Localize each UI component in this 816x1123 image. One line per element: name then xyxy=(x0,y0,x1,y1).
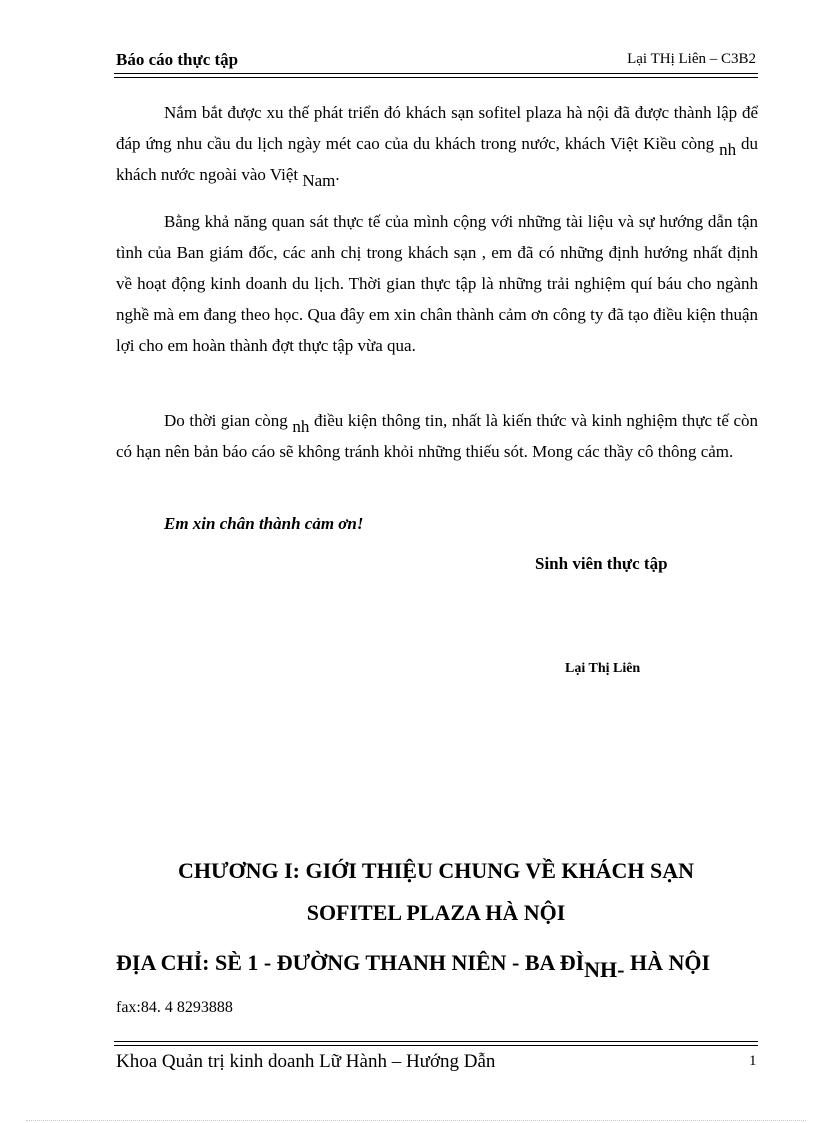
paragraph-1-text-c: . xyxy=(335,165,340,184)
footer-rule-thick xyxy=(114,1041,758,1042)
fax-line: fax:84. 4 8293888 xyxy=(116,999,233,1016)
paragraph-3-text-a: Do thời gian còng xyxy=(164,411,293,430)
paragraph-1-text-b: du khách nước ngoài vào Việt xyxy=(116,134,758,184)
page-bottom-dotted-border xyxy=(26,1120,806,1121)
paragraph-3-text-b: điều kiện thông tin, nhất là kiến thức và kinh nghiệm thực tế còn có hạn nên bản báo cáo sẽ không tránh khỏi những thiếu sót. Mong các thầy cô thông cảm. xyxy=(116,411,758,461)
chapter-heading-line-2: SOFITEL PLAZA HÀ NỘI xyxy=(306,900,566,925)
header-rule-thick xyxy=(114,73,758,74)
paragraph-1 xyxy=(116,97,758,190)
chapter-heading-line-1: CHƯƠNG I: GIỚI THIỆU CHUNG VỀ KHÁCH SẠN xyxy=(177,858,695,883)
header-rule-thin xyxy=(114,77,758,78)
address-sub: NH- xyxy=(584,957,625,982)
paragraph-1-text-a: Nắm bắt được xu thế phát triển đó khách sạn sofitel plaza hà nội đã được thành lập để đáp ứng nhu cầu du lịch ngày mét cao của du khách trong nước, khách Việt Kiều còng xyxy=(116,103,758,153)
paragraph-3-sub: nh xyxy=(292,417,310,436)
header-title: Báo cáo thực tập xyxy=(116,50,239,69)
signature-title: Sinh viên thực tập xyxy=(535,554,668,573)
thanks-line: Em xin chân thành cảm ơn! xyxy=(164,514,364,533)
address-text-a: ĐỊA CHỈ: SÈ 1 - ĐƯỜNG THANH NIÊN - BA ĐÌ xyxy=(116,950,585,975)
address-line xyxy=(116,950,760,982)
paragraph-1-sub-1: nh xyxy=(719,140,737,159)
signature-name: Lại Thị Liên xyxy=(565,661,641,676)
footer-department: Khoa Quản trị kinh doanh Lữ Hành – Hướng Dẫn xyxy=(116,1051,496,1072)
header-author: Lại THị Liên – C3B2 xyxy=(627,51,756,67)
page-number: 1 xyxy=(749,1053,757,1069)
paragraph-2: Bằng khả năng quan sát thực tế của mình cộng với những tài liệu và sự hướng dẫn tận tình của Ban giám đốc, các anh chị trong khách sạn , em đã có những định hướng nhất định về hoạt động kinh doanh du lịch. Thời gian thực tập là những trải nghiệm quí báu cho ngành nghề mà em đang theo học. Qua đây em xin chân thành cảm ơn công ty đã tạo điều kiện thuận lợi cho em hoàn thành đợt thực tập vừa qua. xyxy=(116,212,758,355)
paragraph-1-sub-2: Nam xyxy=(302,171,336,190)
footer-rule-thin xyxy=(114,1045,758,1046)
paragraph-3 xyxy=(116,405,758,467)
address-text-b: HÀ NỘI xyxy=(624,950,711,975)
